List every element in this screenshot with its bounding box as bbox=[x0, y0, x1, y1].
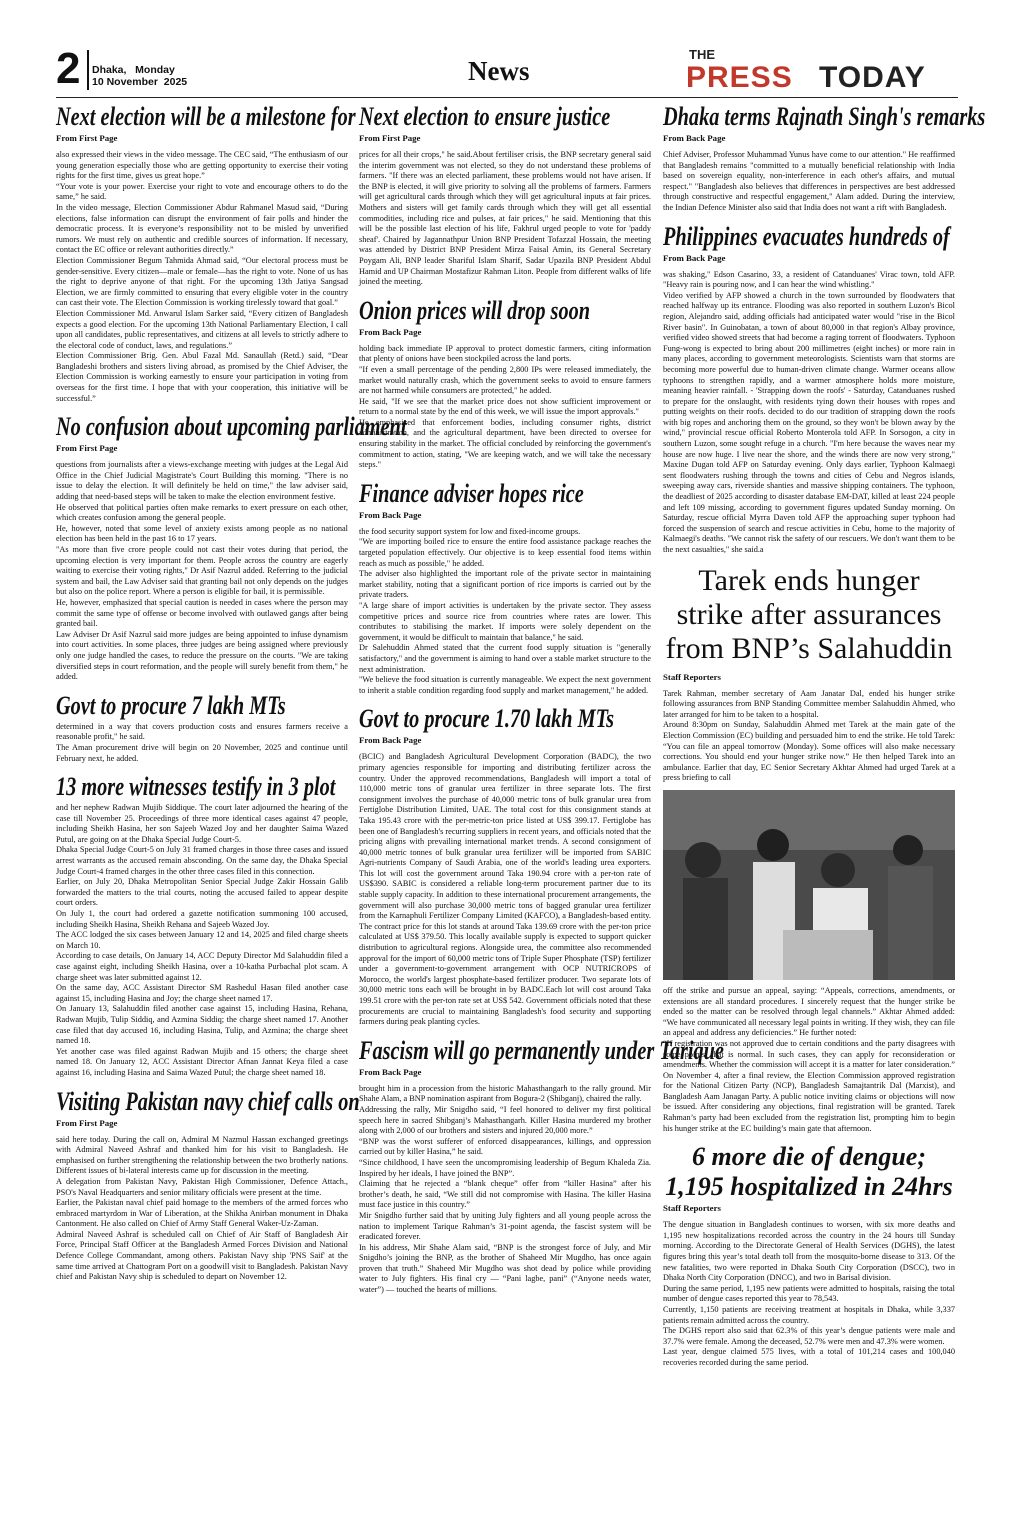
article-headline: 6 more die of dengue; 1,195 hospitalized in 24hrs bbox=[665, 1142, 953, 1202]
article bbox=[56, 772, 348, 1078]
article-paragraph: On January 13, Salahuddin filed another case against 15, including Hasina, Rehana, Radwan Mujib, Tulip Siddiq, and Azmina Siddiq; the charge sheet named 17. Another case filed that day accused 16, including Hasina, Tulip, and Azmina; the charge sheet named 18. bbox=[56, 1004, 348, 1046]
article-byline: From Back Page bbox=[359, 735, 422, 746]
article-byline: From First Page bbox=[56, 443, 118, 454]
article-paragraph: On July 1, the court had ordered a gazette notification summoning 100 accused, including Sheikh Hasina, Sheikh Rehana and Sajeeb Wazed Joy. bbox=[56, 909, 348, 929]
article-headline: Visiting Pakistan navy chief calls on bbox=[56, 1086, 360, 1116]
article-byline: Staff Reporters bbox=[663, 1203, 721, 1214]
article-byline: From Back Page bbox=[359, 1066, 422, 1077]
article-paragraph: Around 8:30pm on Sunday, Salahuddin Ahmed met Tarek at the main gate of the Election Commission (EC) building and persuaded him to end the strike. He told Tarek: “You can file an appeal tomorrow (Monday). Some offices will also make necessary corrections. You should end your hunger strike now.” He then helped Tarek into an ambulance. Earlier that day, EC Senior Secretary Akhtar Ahmed had urged Tarek at a press briefing to call bbox=[663, 720, 955, 783]
article-headline: No confusion about upcoming parliament bbox=[56, 412, 407, 442]
masthead-rule bbox=[56, 97, 958, 98]
article-byline: Staff Reporters bbox=[663, 671, 721, 682]
article-headline: Govt to procure 1.70 lakh MTs bbox=[359, 704, 615, 734]
article-paragraph: In his address, Mir Shahe Alam said, “BNP is the strongest force of July, and Mir Snigdho’s joining the BNP, as the brother of Shaheed Mir Mugdho, has once again proven that truth.” Shaheed Mir Mugdho was shot dead by police while providing water to July fighters. His final cry — “Pani lagbe, pani” (“Anyone needs water, water”) — touched the hearts of millions. bbox=[359, 1242, 651, 1295]
article-paragraph: “Your vote is your power. Exercise your right to vote and encourage others to do the same,” he said. bbox=[56, 181, 348, 202]
article-paragraph: Law Adviser Dr Asif Nazrul said more judges are being appointed to infuse dynamism into court activities. In some places, three judges are being assigned where previously only one judge handled the cases, to reduce the pressure on the courts. "We are taking diversified steps in court reformation, and the people will surely benefit from them," he added. bbox=[56, 629, 348, 682]
article-paragraph: According to case details, On January 14, ACC Deputy Director Md Salahuddin filed a case against eight, including Sheikh Hasina, over a 10-katha Purbachal plot scam. A charge sheet was later submitted against 12. bbox=[56, 951, 348, 982]
column-3 bbox=[663, 100, 986, 1510]
article-paragraph: The Aman procurement drive will begin on 20 November, 2025 and continue until February next, he added. bbox=[56, 742, 348, 763]
article-headline: Next election to ensure justice bbox=[359, 102, 611, 131]
article-byline: From Back Page bbox=[663, 252, 726, 263]
article-paragraph: also expressed their views in the video message. The CEC said, “The enthusiasm of our young generation especially those who are getting opportunity to exercise their voting rights for the first time, gives us great hope.” bbox=[56, 150, 348, 181]
article-headline: Onion prices will drop soon bbox=[359, 295, 591, 325]
article-headline: Govt to procure 7 lakh MTs bbox=[56, 690, 286, 720]
news-photo bbox=[663, 790, 955, 980]
article-paragraph: During the same period, 1,195 new patients were admitted to hospitals, raising the total number of dengue cases reported this year to 78,543. bbox=[663, 1283, 955, 1304]
page-number-divider bbox=[87, 50, 89, 90]
article-paragraph: “BNP was the worst sufferer of enforced disappearances, killings, and oppression carried out by killer Hasina,” he said. bbox=[359, 1136, 651, 1157]
article-paragraph: Yet another case was filed against Radwan Mujib and 15 others; the charge sheet named 18. On January 12, ACC Assistant Director Afnan Jannat Keya filed a case against 16, including Hasina and Saima Wazed Putul; the charge sheet named 18. bbox=[56, 1046, 348, 1077]
article-paragraph: Earlier, on July 20, Dhaka Metropolitan Senior Special Judge Zakir Hossain Galib forwarded the matters to the trial courts, noting the accused failed to appear despite court orders. bbox=[56, 877, 348, 908]
article-paragraph: He said, "If we see that the market price does not show sufficient improvement or return to a normal state by the end of this week, we will issue the import approvals." bbox=[359, 396, 651, 417]
article-paragraph: In the video message, Election Commissioner Abdur Rahmanel Masud said, “During elections, false information can disrupt the environment of fair polls and hinder the democratic process. It is everyone’s responsibility not to be misled by unverified rumors. We must rely on authentic and credible sources of information. If necessary, contact the EC office or relevant authorities directly.” bbox=[56, 202, 348, 255]
article-headline: Dhaka terms Rajnath Singh's remarks bbox=[663, 102, 986, 131]
article-paragraph: Chief Adviser, Professor Muhammad Yunus have come to our attention." He reaffirmed that Bangladesh remains "committed to a mutually beneficial relationship with India based on sovereign equality, non-interference in each other's affairs, and mutual respect." "Bangladesh also believes that differences in perspectives are best addressed through constructive and respectful engagement," Alam added. During the interview, the Indian Defence Minister also said that India does not want a rift with Bangladesh. bbox=[663, 150, 955, 212]
article-paragraph: and her nephew Radwan Mujib Siddique. The court later adjourned the hearing of the case till November 25. Proceedings of three more identical cases against 47 people, including Sheikh Hasina, her son Sajeeb Wazed Joy and her daughter Saima Wazed Putul, are going on at the Dhaka Special Judge Court-5. bbox=[56, 803, 348, 844]
article-byline: From Back Page bbox=[359, 509, 422, 520]
article-paragraph: He, however, noted that some level of anxiety exists among people as no national election has been held in the past 16 to 17 years. bbox=[56, 523, 348, 544]
article bbox=[663, 564, 955, 1135]
article-paragraph: Election Commissioner Brig. Gen. Abul Fazal Md. Sanaullah (Retd.) said, “Dear Bangladeshi brothers and sisters living abroad, as promised by the Chief Adviser, the Election Commission is working earnestly to ensure your participation in voting from overseas for the first time. I hope that with your cooperation, this initiative will be successful.” bbox=[56, 351, 348, 403]
article-paragraph: The ACC lodged the six cases between January 12 and 14, 2025 and filed charge sheets on March 10. bbox=[56, 930, 348, 950]
article bbox=[56, 102, 356, 404]
logo-the: THE bbox=[689, 47, 715, 62]
article-byline: From Back Page bbox=[359, 326, 422, 337]
page-number: 2 bbox=[56, 44, 81, 93]
article-paragraph: The DGHS report also said that 62.3% of this year’s dengue patients were male and 37.7% were female. Among the deceased, 52.7% were men and 47.3% were women. bbox=[663, 1326, 955, 1346]
article bbox=[359, 704, 651, 1027]
article-paragraph: He, however, emphasized that special caution is needed in cases where the person may commit the same type of offense or become involved with outlawed gangs after being granted bail. bbox=[56, 597, 348, 629]
article-headline: 13 more witnesses testify in 3 plot bbox=[56, 772, 336, 802]
article-paragraph: Currently, 1,150 patients are receiving treatment at hospitals in Dhaka, while 3,337 patients remain admitted across the country. bbox=[663, 1305, 955, 1325]
article-headline: Finance adviser hopes rice bbox=[359, 478, 584, 508]
article-paragraph: On the same day, ACC Assistant Director SM Rashedul Hasan filed another case against 15, including Hasina and Joy; the charge sheet named 17. bbox=[56, 983, 348, 1003]
article-headline: Next election will be a milestone for bbox=[56, 102, 356, 131]
article-paragraph: Tarek Rahman, member secretary of Aam Janatar Dal, ended his hunger strike following assurances from BNP Standing Committee member Salahuddin Ahmed, who later arranged for him to be taken to a hospital. bbox=[663, 688, 955, 719]
article-paragraph: "If even a small percentage of the pending 2,800 IPs were released immediately, the market would naturally crash, which the government seeks to avoid to ensure farmers are not harmed while consumers are protected," he added. bbox=[359, 364, 651, 396]
article-paragraph: Earlier, the Pakistan naval chief paid homage to the members of the armed forces who embraced martyrdom in War of Liberation, at the Shikha Anirban monument in Dhaka Cantonment. He also called on Chief of Army Staff General Waker-Uz-Zaman. bbox=[56, 1198, 348, 1229]
section-title: News bbox=[468, 56, 530, 86]
article-paragraph: Dr Salehuddin Ahmed stated that the current food supply situation is "generally satisfactory," and the government is aiming to hand over a stable market structure to the next administration. bbox=[359, 643, 651, 674]
article-paragraph: Video verified by AFP showed a church in the town surrounded by floodwaters that reached halfway up its entrance. Flooding was also reported in southern Luzon's Bicol region, Alejandro said, adding officials had anticipated water would "rise in the Bicol River basin". In Guinobatan, a town of about 80,000 in that region's Albay province, verified video showed streets that had become a raging torrent of floodwaters. Typhoon Fung-wong is expected to bring about 200 millimetres (eight inches) or more rain in many places, according to government meteorologists. Scientists warn that storms are becoming more powerful due to human-driven climate change. Warmer oceans allow typhoons to strengthen rapidly, and a warmer atmosphere holds more moisture, meaning heavier rainfall. - 'Strapping down the roofs' - Saturday, Catanduanes rushed to prepare for the onslaught, with residents tying down their houses with ropes and putting weights on their roofs. decided to do our tradition of strapping down the roofs with big ropes and anchoring them on the ground, so they won't be blown away by the wind," provincial rescue official Roberto Monterola told AFP. In Sorsogon, a city in southern Luzon, some sought refuge in a church. "I'm here because the waves near my house are now huge. I live near the shore, and the winds there are now very strong," Maxine Dugan told AFP on Saturday evening. Only days earlier, Typhoon Kalmaegi sent floodwaters rushing through the towns and cities of Cebu and Negros islands, sweeping away cars, riverside shanties and massive shipping containers. The typhoon, the deadliest of 2025 according to disaster database EM-DAT, killed at least 224 people and left 109 missing, according to government figures updated Sunday morning. On Saturday, rescue official Myrra Daven told AFP the approaching super typhoon had forced the suspension of search and rescue activities in Cebu, home to the majority of Kalmaegi's deaths. "We cannot risk the safety of our rescuers. We don't want them to be the next casualties," she said.a bbox=[663, 290, 955, 554]
article-headline: Tarek ends hunger strike after assurances from BNP’s Salahuddin bbox=[665, 563, 953, 665]
article bbox=[663, 1142, 955, 1368]
issue-date: Dhaka, Monday 10 November 2025 bbox=[92, 64, 188, 88]
article-paragraph: He observed that political parties often make remarks to exert pressure on each other, which creates confusion among the general people. bbox=[56, 502, 348, 523]
article-byline: From Back Page bbox=[663, 133, 726, 143]
article-paragraph: "We are importing boiled rice to ensure the entire food assistance package reaches the targeted population effectively. Our objective is to keep essential food items within reach as much as possible," he added. bbox=[359, 537, 651, 568]
article-paragraph: "We believe the food situation is currently manageable. We expect the next government to inherit a stable condition regarding food supply and market management," he added. bbox=[359, 675, 651, 695]
article-paragraph: "As more than five crore people could not cast their votes during that period, the upcoming election is very important for them. People across the country are eagerly waiting to exercise their voting rights," Dr Asif Nazrul added. Referring to the judicial system and bail, the Law Adviser said that granting bail not only depends on the judges but also on the police report. Where a person is eligible for bail, it is permissible. bbox=[56, 545, 348, 597]
article-paragraph: was shaking," Edson Casarino, 33, a resident of Catanduanes' Virac town, told AFP. "Heavy rain is pouring now, and I can hear the wind whistling." bbox=[663, 269, 955, 290]
article-paragraph: Dhaka Special Judge Court-5 on July 31 framed charges in those three cases and issued arrest warrants as the accused remain absconding. On the same day, the Dhaka Special Judge Court-4 framed charges in the other three cases filed in this connection. bbox=[56, 845, 348, 876]
article-paragraph: Election Commissioner Begum Tahmida Ahmad said, “Our electoral process must be gender-sensitive. Every citizen—male or female—has the right to vote. None of us has the right to deprive anyone of that right. For the upcoming 13th Jatiya Sangsad Election, we are firmly committed to ensuring that every eligible voter in the country can cast their vote. The Election Commission is working tirelessly toward that goal.” bbox=[56, 255, 348, 308]
logo-press: PRESS bbox=[686, 61, 793, 94]
article-headline: Fascism will go permanently under Tarique bbox=[359, 1035, 724, 1065]
article-paragraph: "A large share of import activities is undertaken by the private sector. They assess competitive prices and source rice from countries where rates are lower. This contributes to stabilising the market. If imports were solely dependent on the government, it would be difficult to maintain that balance," he said. bbox=[359, 601, 651, 642]
logo-today: TODAY bbox=[819, 61, 926, 94]
article bbox=[663, 102, 986, 214]
article-paragraph: determined in a way that covers production costs and ensures farmers receive a reasonable profit," he said. bbox=[56, 721, 348, 742]
article-paragraph: off the strike and pursue an appeal, saying: “Appeals, corrections, amendments, or extensions are all standard procedures. I sincerely request that the hunger strike be ended so the matter can be resolved through legal channels.” Akhtar Ahmed added: “We have communicated all necessary legal points in writing. If they wish, they can file an appeal and address any deficiencies.” He further noted: bbox=[663, 985, 955, 1038]
article-byline: From First Page bbox=[56, 1117, 118, 1128]
article-paragraph: brought him in a procession from the historic Mahasthangarh to the rally ground. Mir Shahe Alam, a BNP nomination aspirant from Bogura-2 (Shibganj), chaired the rally. bbox=[359, 1083, 651, 1104]
article-paragraph: holding back immediate IP approval to protect domestic farmers, citing information that plenty of onions have been stockpiled across the land ports. bbox=[359, 343, 651, 364]
article-paragraph: “If registration was not approved due to certain conditions and the party disagrees with some points, that is normal. In such cases, they can apply for reconsideration or amendments. Whether the commission will accept it is a matter for later consideration.” On November 4, after a final review, the Election Commission approved registration for the National Citizen Party (NCP), Bangladesh Samajtantrik Dal (Marxist), and Bangladesh Aam Janagan Party. A public notice inviting claims or objections will now be issued. After considering any objections, final registration will be granted. Tarek Rahman’s party had been excluded from the registration list, prompting him to begin his hunger strike at the EC building’s main gate that afternoon. bbox=[663, 1038, 955, 1133]
article-paragraph: Addressing the rally, Mir Snigdho said, “I feel honored to deliver my first political speech here in sacred Shibganj’s Mahasthangarh. Killer Hasina murdered my brother along with 2,000 of our brothers and sisters and injured 20,000 more.” bbox=[359, 1104, 651, 1136]
article bbox=[359, 296, 651, 471]
article bbox=[56, 691, 348, 764]
article-paragraph: prices for all their crops," he said.About fertiliser crisis, the BNP secretary general said the interim government was not elected, so they do not understand these problems of farmers. "If there was an elected parliament, these problems would not have arisen. If the BNP is elected, it will give priority to solving all the problems of farmers. Farmers will get agricultural cards through which they will get agricultural inputs at fair prices. Mothers and sisters will get family cards through which they will get all essential commodities, including rice and pulses, at fair prices," he said. Mentioning that this will be the possible last election of his life, Fakhrul urged people to vote for 'paddy sheaf'. Chaired by Jagannathpur Union BNP President Tofazzal Hossain, the meeting was attended by District BNP President Mirza Faisal Amin, its General Secretary Poygam Ali, BNP leader Shariful Islam Sharif, Sadar Upazila BNP President Abdul Hamid and UP Chairman Mostafizur Rahman Liton. People from different walks of life joined the meeting. bbox=[359, 150, 651, 287]
article-paragraph: Admiral Naveed Ashraf is scheduled call on Chief of Air Staff of Bangladesh Air Force, Principal Staff Officer at the Bangladesh Armed Forces Division and National Defence College Commandant, among others. Pakistan Navy ship 'PNS Saif' at the same time arrived at Chattogram Port on a goodwill visit to Bangladesh. Pakistan Navy chief and Pakistan Navy ship is scheduled to depart on November 12. bbox=[56, 1229, 348, 1282]
article-paragraph: He emphasized that enforcement bodies, including consumer rights, district administration, and the agricultural department, have been directed to oversee for ensuring stability in the market. The official concluded by reinforcing the government's commitment to action, stating, "We are keeping watch, and we will take the necessary steps." bbox=[359, 417, 651, 470]
article-paragraph: Mir Snigdho further said that by uniting July fighters and all young people across the nation to implement Tarique Rahman’s 31-point agenda, the fascist system will be eradicated forever. bbox=[359, 1210, 651, 1242]
article bbox=[359, 479, 651, 697]
masthead bbox=[56, 44, 958, 98]
article bbox=[663, 222, 955, 556]
article-paragraph: “Since childhood, I have seen the uncompromising leadership of Begum Khaleda Zia. Inspired by her ideals, I have joined the BNP”. bbox=[359, 1157, 651, 1178]
newspaper-logo bbox=[686, 46, 958, 96]
article-byline: From First Page bbox=[56, 133, 118, 143]
article-paragraph: Election Commissioner Md. Anwarul Islam Sarker said, “Every citizen of Bangladesh expects a good election. For the upcoming 13th National Parliamentary Election, I call upon all candidates, public representatives, and citizens at all levels to strictly adhere to the electoral code of conduct, laws, and regulations.” bbox=[56, 308, 348, 350]
article-paragraph: The dengue situation in Bangladesh continues to worsen, with six more deaths and 1,195 new hospitalizations recorded across the country in the 24 hours till Sunday morning. According to the Directorate General of Health Services (DGHS), the latest figures bring this year’s total death toll from the mosquito-borne disease to 313. Of the new fatalities, two were reported in Dhaka South City Corporation (DSCC), two in Dhaka North City Corporation (DNCC), and two in Barisal division. bbox=[663, 1220, 955, 1283]
article-paragraph: (BCIC) and Bangladesh Agricultural Development Corporation (BADC), the two primary agencies responsible for importing and distributing fertilizer across the country. Under the approved recommendations, Bangladesh will import a total of 110,000 metric tons of granular urea fertilizer in three separate lots. The first consignment involves the purchase of 40,000 metric tons of bulk granular urea from Fertiglobe Distribution Limited, UAE. The total cost for this consignment stands at Taka 195.43 crore with the per-metric-ton price listed at US$ 399.17. Fertiglobe has been one of Bangladesh's recurring suppliers in recent years, and officials noted that the pricing aligns with prevailing international market trends. A second consignment of 40,000 metric tonnes of bulk granular urea fertilizer will be imported from SABIC Agri-nutrients Company of Saudi Arabia, one of the world's leading urea exporters. This lot will cost the government around Taka 190.94 crore with a per-ton rate of US$390. SABIC is considered a reliable long-term procurement partner due to its stable supply capacity. In addition to these international procurement arrangements, the government will also purchase 30,000 metric tons of bagged granular urea fertilizer from the Karnaphuli Fertilizer Company Limited (KAFCO), a Bangladesh-based entity. The contract price for this lot stands at around Taka 139.69 crore with the per-ton price calculated at US$ 379.50. This locally available supply is expected to support quicker distribution to agricultural regions. Alongside urea, the committee also recommended approval for the import of 60,000 metric tons of Triple Super Phosphate (TSP) fertilizer under a government-to-government arrangement with OCP NUTRICROPS of Morocco, the world's largest phosphate-based fertilizer producer. Two separate lots of 30,000 metric tons each will be brought in by BADC.Each lot will cost around Taka 199.51 crore with the per-ton rate set at US$ 542. Government officials noted that these procurements are crucial to maintaining Bangladesh's food security and supporting farmers during peak planting cycles. bbox=[359, 752, 651, 1027]
article-paragraph: The adviser also highlighted the important role of the private sector in maintaining market stability, noting that a significant portion of rice imports is carried out by the private traders. bbox=[359, 569, 651, 600]
article-headline: Philippines evacuates hundreds of bbox=[663, 221, 950, 251]
article-byline: From First Page bbox=[359, 133, 421, 143]
article-paragraph: questions from journalists after a views-exchange meeting with judges at the Legal Aid Office in the Chief Judicial Magistrate's Court Building this morning. "There is no issue to delay the election. It will definitely be held on time," the law adviser said, adding that need-based steps will be taken to make the election environment festive. bbox=[56, 460, 348, 502]
article-paragraph: said here today. During the call on, Admiral M Nazmul Hassan exchanged greetings with Admiral Naveed Ashraf and thanked him for his visit to Bangladesh. He emphasised on further strengthening the relationship between the two brotherly nations. Different issues of bi-lateral interests came up for discussion in the meeting. bbox=[56, 1134, 348, 1176]
article-paragraph: Last year, dengue claimed 575 lives, with a total of 101,214 cases and 100,040 recoveries recorded during the same period. bbox=[663, 1347, 955, 1367]
article-paragraph: the food security support system for low and fixed-income groups. bbox=[359, 526, 581, 536]
article-paragraph: A delegation from Pakistan Navy, Pakistan High Commissioner, Defence Attach., PSO's Naval Headquarters and senior military officials were present at the time. bbox=[56, 1176, 348, 1197]
article-paragraph: Claiming that he rejected a “blank cheque” offer from “killer Hasina” after his brother’s death, he said, “We still did not compromise with Hasina. The killer Hasina must face justice in this country.” bbox=[359, 1179, 651, 1210]
article bbox=[56, 1086, 360, 1283]
article bbox=[359, 102, 651, 288]
